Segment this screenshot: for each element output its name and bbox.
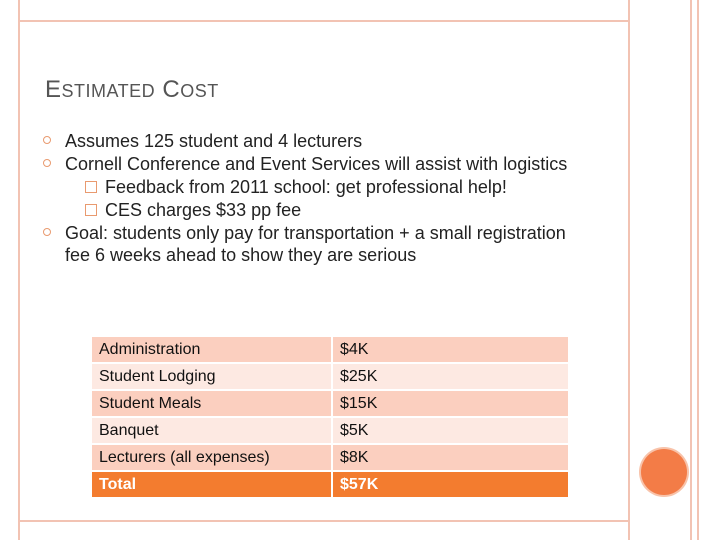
sub-bullet-text: CES charges $33 pp fee (105, 200, 302, 220)
bullet-list (43, 130, 583, 267)
title-rest-2: OST (180, 81, 219, 101)
table-cell-item: Banquet (92, 418, 331, 443)
frame-line-right-outer-2 (697, 0, 699, 540)
table-cell-item: Student Lodging (92, 364, 331, 389)
table-cell-cost: $8K (333, 445, 568, 470)
circle-bullet-icon (43, 136, 51, 144)
sub-bullet-item (43, 176, 583, 198)
table-cell-cost: $15K (333, 391, 568, 416)
title-initial-2: C (162, 76, 181, 103)
bullet-text: Assumes 125 student and 4 lecturers (65, 131, 363, 151)
table-cell-cost: $25K (333, 364, 568, 389)
frame-line-right-outer (690, 0, 692, 540)
bullet-text: Goal: students only pay for transportation + a small registration fee 6 weeks ahead to show they are serious (65, 223, 566, 265)
square-bullet-icon (85, 204, 97, 216)
title-rest-1: STIMATED (61, 81, 156, 101)
sub-bullet-text: Feedback from 2011 school: get professional help! (105, 177, 507, 197)
circle-bullet-icon (43, 159, 51, 167)
table-row (92, 418, 568, 443)
table-row (92, 337, 568, 362)
frame-line-top (18, 20, 630, 22)
sub-bullet-item (43, 199, 583, 221)
decorative-circle-icon (641, 449, 687, 495)
bullet-item (43, 153, 583, 175)
frame-line-left (18, 0, 20, 540)
circle-bullet-icon (43, 228, 51, 236)
table-row (92, 391, 568, 416)
slide-title (45, 76, 219, 104)
table-row (92, 445, 568, 470)
table-cell-cost: $4K (333, 337, 568, 362)
table-cell-total-cost: $57K (333, 472, 568, 497)
title-initial-1: E (45, 76, 62, 103)
square-bullet-icon (85, 181, 97, 193)
table-cell-cost: $5K (333, 418, 568, 443)
table-cell-total-label: Total (92, 472, 331, 497)
bullet-item (43, 130, 583, 152)
bullet-item (43, 222, 583, 266)
cost-table (90, 335, 570, 499)
table-cell-item: Lecturers (all expenses) (92, 445, 331, 470)
table-cell-item: Administration (92, 337, 331, 362)
frame-line-bottom (18, 520, 630, 522)
table-cell-item: Student Meals (92, 391, 331, 416)
table-row (92, 364, 568, 389)
bullet-text: Cornell Conference and Event Services will assist with logistics (65, 154, 568, 174)
frame-line-right (628, 0, 630, 540)
table-row-total (92, 472, 568, 497)
